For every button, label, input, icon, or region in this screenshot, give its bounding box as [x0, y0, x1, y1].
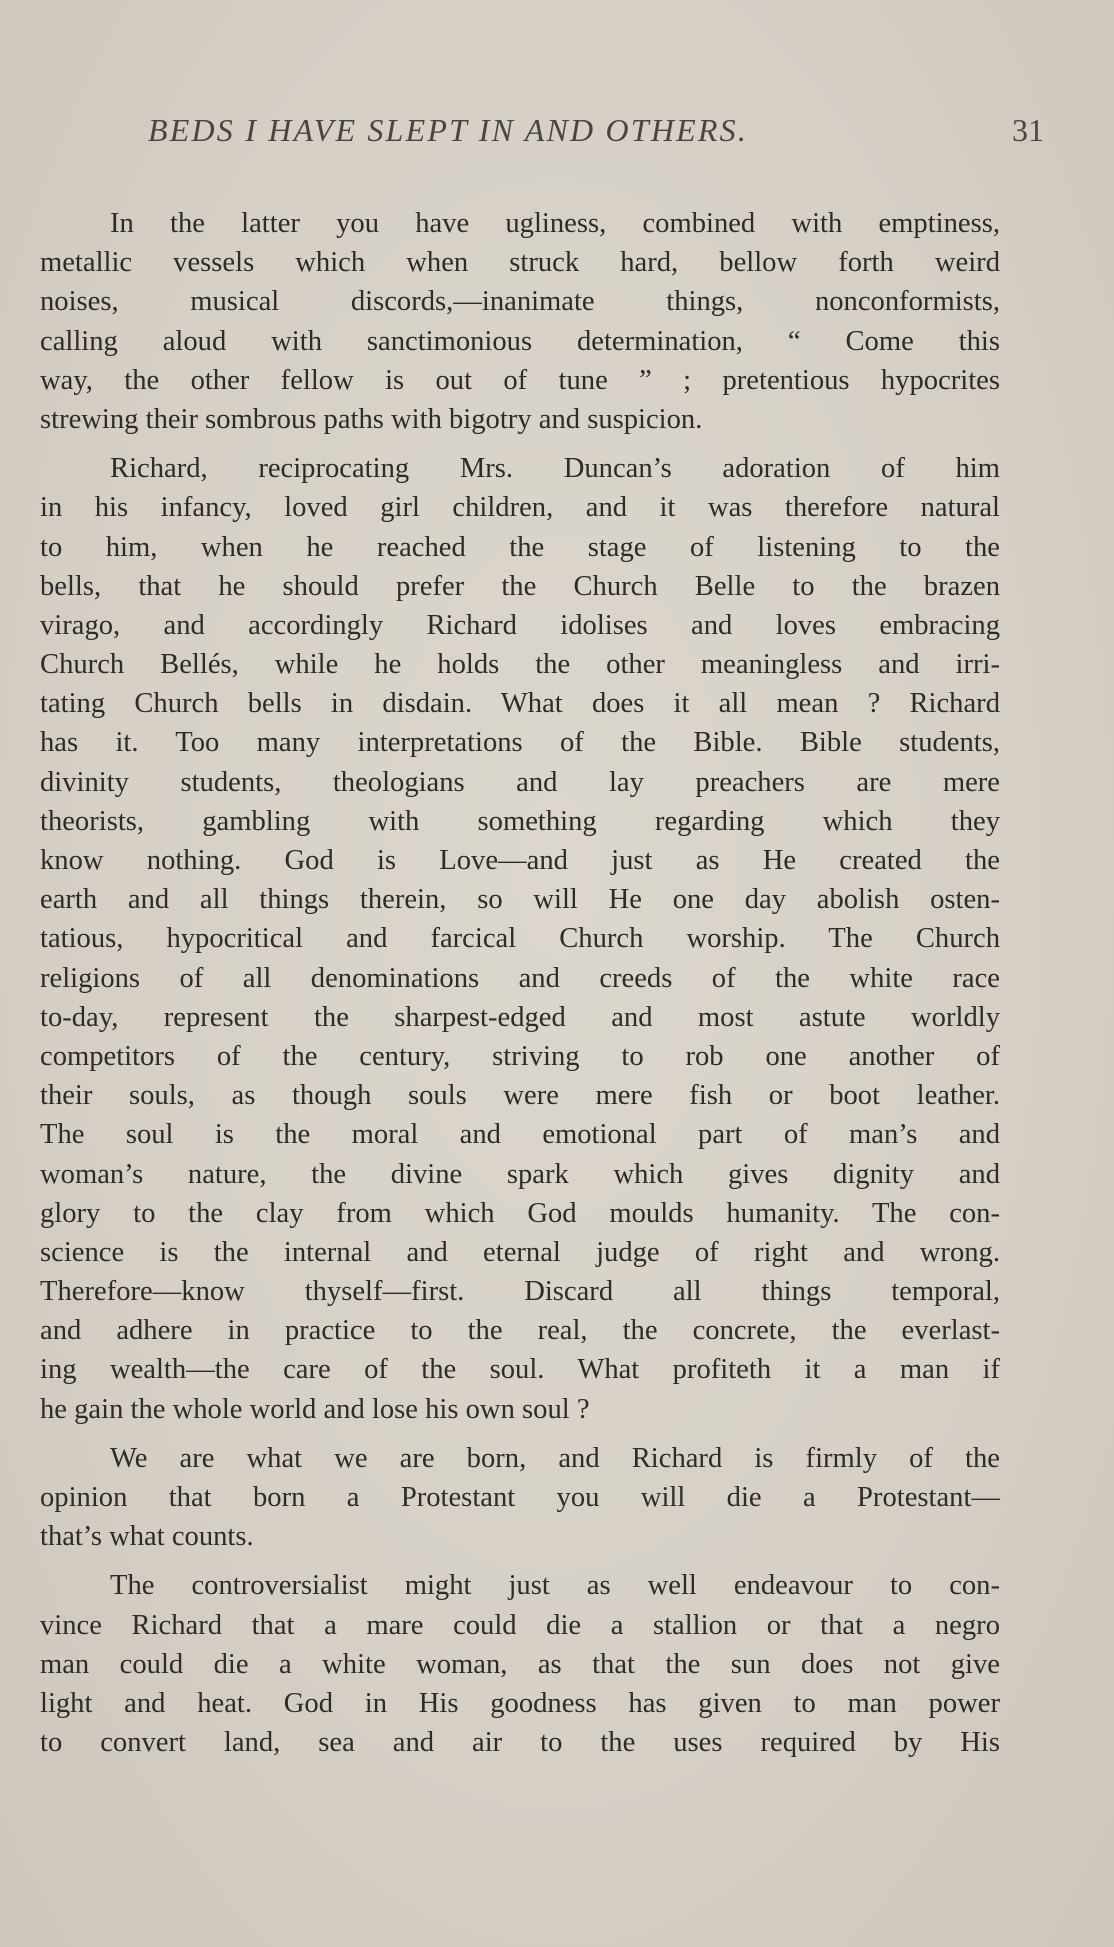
text-line: In the latter you have ugliness, combined with emptiness,: [110, 208, 1000, 239]
text-line: woman’s nature, the divine spark which gives dignity and: [40, 1158, 1000, 1190]
text-line: he gain the whole world and lose his own soul ?: [40, 1393, 590, 1425]
text-line: Therefore—know thyself—first. Discard all things temporal,: [40, 1276, 1000, 1308]
text-line: vince Richard that a mare could die a stallion or that a negro: [40, 1609, 1000, 1641]
text-line: earth and all things therein, so will He one day abolish osten-: [40, 884, 1000, 916]
page-number: 31: [1012, 112, 1044, 148]
text-line: The soul is the moral and emotional part of man’s and: [40, 1119, 1000, 1151]
text-line: bells, that he should prefer the Church Belle to the brazen: [40, 570, 1000, 602]
text-line: in his infancy, loved girl children, and it was therefore natural: [40, 492, 1000, 524]
text-line: The controversialist might just as well endeavour to con-: [110, 1570, 1000, 1602]
text-line: to him, when he reached the stage of listening to the: [40, 531, 1000, 563]
paragraph: [40, 449, 1000, 1429]
text-line: theorists, gambling with something regarding which they: [40, 805, 1000, 837]
text-line: virago, and accordingly Richard idolises and loves embracing: [40, 609, 1000, 641]
text-line: that’s what counts.: [40, 1521, 254, 1553]
text-line: Church Bellés, while he holds the other meaningless and irri-: [40, 649, 1000, 681]
text-line: metallic vessels which when struck hard, bellow forth weird: [40, 247, 1000, 279]
paragraph: [40, 204, 1000, 439]
text-line: and adhere in practice to the real, the concrete, the everlast-: [40, 1315, 1000, 1347]
text-line: man could die a white woman, as that the sun does not give: [40, 1648, 1000, 1680]
text-line: ing wealth—the care of the soul. What profiteth it a man if: [40, 1354, 1000, 1386]
text-line: tating Church bells in disdain. What does it all mean ? Richard: [40, 688, 1000, 720]
text-line: way, the other fellow is out of tune ” ; pretentious hypocrites: [40, 364, 1000, 396]
text-line: tatious, hypocritical and farcical Church worship. The Church: [40, 923, 1000, 955]
text-line: noises, musical discords,—inanimate things, nonconformists,: [40, 286, 1000, 318]
text-line: know nothing. God is Love—and just as He created the: [40, 845, 1000, 876]
running-head: [40, 112, 1084, 162]
text-line: calling aloud with sanctimonious determination, “ Come this: [40, 325, 1000, 357]
text-line: their souls, as though souls were mere fish or boot leather.: [40, 1080, 1000, 1112]
text-line: religions of all denominations and creeds of the white race: [40, 962, 1000, 994]
text-line: strewing their sombrous paths with bigotry and suspicion.: [40, 403, 703, 435]
text-line: We are what we are born, and Richard is firmly of the: [110, 1442, 1000, 1474]
text-line: Richard, reciprocating Mrs. Duncan’s adoration of him: [110, 453, 1000, 485]
text-line: to convert land, sea and air to the uses required by His: [40, 1727, 1000, 1759]
text-line: light and heat. God in His goodness has given to man power: [40, 1687, 1000, 1719]
text-line: glory to the clay from which God moulds humanity. The con-: [40, 1197, 1000, 1229]
text-line: to-day, represent the sharpest-edged and most astute worldly: [40, 1001, 1000, 1033]
text-line: opinion that born a Protestant you will die a Protestant—: [40, 1482, 1000, 1513]
paragraph: [40, 1566, 1000, 1762]
text-line: divinity students, theologians and lay preachers are mere: [40, 766, 1000, 798]
running-title: BEDS I HAVE SLEPT IN AND OTHERS.: [148, 112, 749, 148]
text-line: has it. Too many interpretations of the Bible. Bible students,: [40, 727, 1000, 759]
text-line: competitors of the century, striving to rob one another of: [40, 1040, 1000, 1072]
text-line: science is the internal and eternal judge of right and wrong.: [40, 1236, 1000, 1268]
paragraph: [40, 1439, 1000, 1557]
body-text: [40, 204, 1000, 1772]
